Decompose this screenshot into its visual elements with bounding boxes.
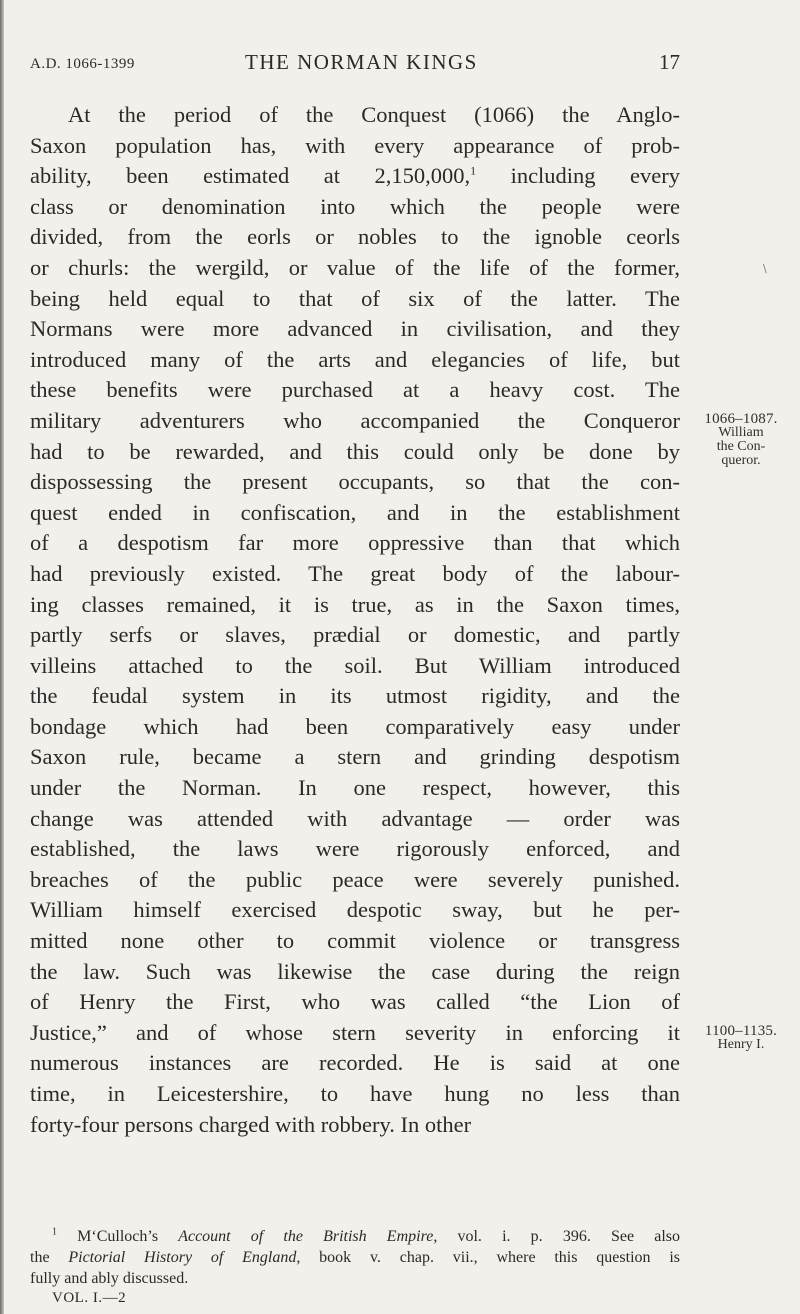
margin-note-william [686, 412, 796, 468]
text-line: quest ended in confiscation, and in the establishment [30, 499, 680, 525]
margin-note-line: the Con- [716, 439, 766, 454]
text-line: or churls: the wergild, or value of the life of the former, [30, 254, 680, 280]
text-line: class or denomination into which the people were [30, 193, 680, 219]
text-line: established, the laws were rigorously enforced, and [30, 836, 680, 862]
body-paragraph [30, 100, 680, 1140]
text-line: divided, from the eorls or nobles to the ignoble ceorls [30, 224, 680, 250]
text-line: ing classes remained, it is true, as in the Saxon times, [30, 591, 680, 617]
text-line: being held equal to that of six of the latter. The [30, 285, 680, 311]
text-line: had previously existed. The great body of the labour- [30, 560, 680, 586]
running-head-title: THE NORMAN KINGS [245, 50, 478, 74]
page-number: 17 [659, 50, 680, 74]
text-line: William himself exercised despotic sway, but he per- [30, 897, 680, 923]
text-line: of a despotism far more oppressive than that which [30, 530, 680, 556]
margin-note-henry [686, 1024, 796, 1052]
text-line: under the Norman. In one respect, however, this [30, 775, 680, 801]
margin-note-date: 1100–1135. [704, 1023, 778, 1039]
margin-note-date: 1066–1087. [704, 411, 778, 427]
footnote [30, 1226, 680, 1289]
text-line [30, 161, 680, 192]
margin-note-line: Henry I. [717, 1037, 765, 1052]
footnote-marker: 1 [52, 1226, 57, 1238]
running-head-date-range: A.D. 1066-1399 [30, 56, 135, 72]
text-line: Saxon rule, became a stern and grinding despotism [30, 744, 680, 770]
margin-note-line: queror. [721, 453, 761, 468]
text-line: Normans were more advanced in civilisation, and they [30, 316, 680, 342]
footnote-line: fully and ably discussed. [30, 1270, 189, 1287]
margin-note-line: William [718, 425, 764, 440]
text-line: time, in Leicestershire, to have hung no less than [30, 1081, 680, 1106]
text-line: change was attended with advantage — order was [30, 805, 680, 831]
text-line: of Henry the First, who was called “the Lion of [30, 989, 680, 1015]
text-line: partly serfs or slaves, prædial or domestic, and partly [30, 622, 680, 648]
text-line: Saxon population has, with every appearance of prob- [30, 132, 680, 158]
text-line-part: ability, been estimated at 2,150,000, [30, 163, 471, 189]
signature-mark: VOL. I.—2 [52, 1290, 127, 1306]
text-line: bondage which had been comparatively easy under [30, 713, 680, 739]
footnote-text: M‘Culloch’s Account of the British Empire, vol. i. p. 396. See also [77, 1228, 681, 1245]
footnote-line [30, 1226, 680, 1247]
stray-mark: \ [763, 262, 767, 275]
text-line: these benefits were purchased at a heavy cost. The [30, 377, 680, 403]
text-line: mitted none other to commit violence or transgress [30, 928, 680, 954]
text-line: the feudal system in its utmost rigidity, and the [30, 683, 680, 709]
text-line: villeins attached to the soil. But William introduced [30, 652, 680, 678]
footnote-line: the Pictorial History of England, book v. chap. vii., where this question is [30, 1249, 680, 1266]
text-line: Justice,” and of whose stern severity in enforcing it [30, 1019, 680, 1045]
text-line: military adventurers who accompanied the Conqueror [30, 407, 680, 433]
text-line: At the period of the Conquest (1066) the Anglo- [68, 102, 680, 127]
footnote-reference: 1 [470, 163, 477, 178]
text-line: introduced many of the arts and elegancies of life, but [30, 346, 680, 372]
text-line: numerous instances are recorded. He is said at one [30, 1050, 680, 1076]
text-line: the law. Such was likewise the case during the reign [30, 958, 680, 984]
running-head [30, 50, 680, 80]
text-line: forty-four persons charged with robbery. In other [30, 1111, 472, 1137]
page-binding-edge [0, 0, 4, 1314]
text-line: had to be rewarded, and this could only be done by [30, 438, 680, 464]
text-line: dispossessing the present occupants, so that the con- [30, 469, 680, 495]
text-line: breaches of the public peace were severely punished. [30, 866, 680, 892]
text-line-part: including every [476, 163, 680, 189]
